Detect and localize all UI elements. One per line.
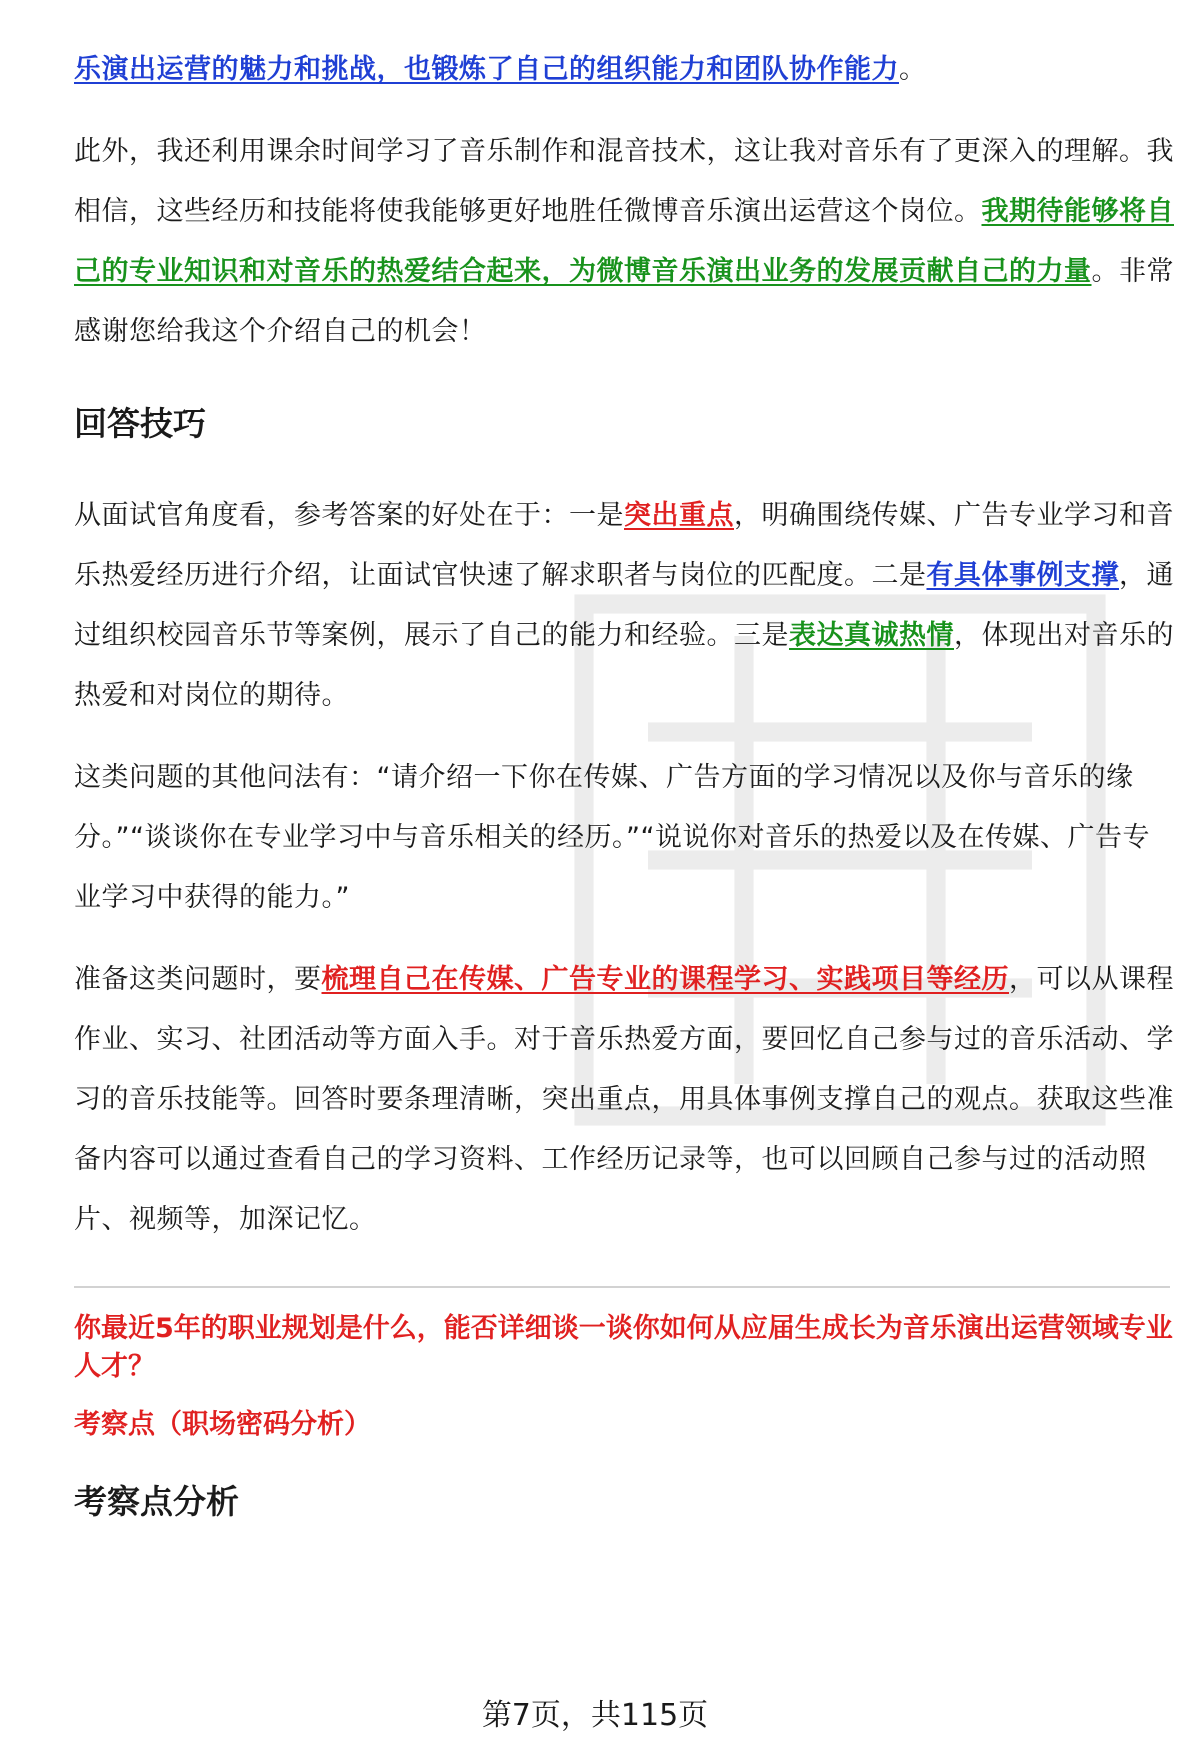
paragraph-text: 。非常感谢您给我这个介绍自己的机会！ (74, 256, 1174, 347)
document-body (74, 40, 1174, 1524)
highlight-green-text: 表达真诚热情 (789, 620, 954, 651)
highlight-red-text: 梳理自己在传媒、广告专业的课程学习、实践项目等经历 (321, 964, 1009, 995)
paragraph-intro-end (74, 40, 1174, 100)
section-heading-tips: 回答技巧 (74, 404, 206, 443)
section-heading-analysis: 考察点分析 (74, 1482, 239, 1521)
paragraph-text: 这类问题的其他问法有：“请介绍一下你在传媒、广告方面的学习情况以及你与音乐的缘分。”“谈谈你在专业学习中与音乐相关的经历。”“说说你对音乐的热爱以及在传媒、广告专业学习中获得的能力。” (74, 762, 1150, 913)
paragraph-text: 此外，我还利用课余时间学习了音乐制作和混音技术，这让我对音乐有了更深入的理解。我相信，这些经历和技能将使我能够更好地胜任微博音乐演出运营这个岗位。 (74, 136, 1174, 227)
paragraph-tips-1 (74, 486, 1174, 726)
paragraph-tips-3 (74, 950, 1174, 1250)
paragraph-text: 准备这类问题时，要 (74, 964, 322, 995)
highlight-blue-text: 有具体事例支撑 (926, 560, 1119, 591)
paragraph-text: ，可以从课程作业、实习、社团活动等方面入手。对于音乐热爱方面，要回忆自己参与过的音乐活动、学习的音乐技能等。回答时要条理清晰，突出重点，用具体事例支撑自己的观点。获取这些准备内容可以通过查看自己的学习资料、工作经历记录等，也可以回顾自己参与过的活动照片、视频等，加深记忆。 (74, 964, 1174, 1235)
question-sub-label: 考察点（职场密码分析） (74, 1409, 371, 1440)
page-number: 第7页，共115页 (481, 1698, 709, 1733)
highlight-green-text: 我期待能够将自己的专业知识和对音乐的热爱结合起来，为微博音乐演出业务的发展贡献自己的力量 (74, 196, 1174, 287)
paragraph-closing (74, 122, 1174, 362)
interview-question: 你最近5年的职业规划是什么，能否详细谈一谈你如何从应届生成长为音乐演出运营领域专业人才？ (74, 1313, 1173, 1382)
highlight-red-text: 突出重点 (624, 500, 734, 531)
paragraph-text: 从面试官角度看，参考答案的好处在于：一是 (74, 500, 624, 531)
paragraph-text: 。 (899, 54, 927, 85)
paragraph-text: ，体现出对音乐的热爱和对岗位的期待。 (74, 620, 1174, 711)
paragraph-text: ，明确围绕传媒、广告专业学习和音乐热爱经历进行介绍，让面试官快速了解求职者与岗位的匹配度。二是 (74, 500, 1174, 591)
paragraph-tips-2 (74, 748, 1174, 928)
paragraph-text: ，通过组织校园音乐节等案例，展示了自己的能力和经验。三是 (74, 560, 1174, 651)
highlight-blue-text: 乐演出运营的魅力和挑战，也锻炼了自己的组织能力和团队协作能力 (74, 54, 899, 85)
